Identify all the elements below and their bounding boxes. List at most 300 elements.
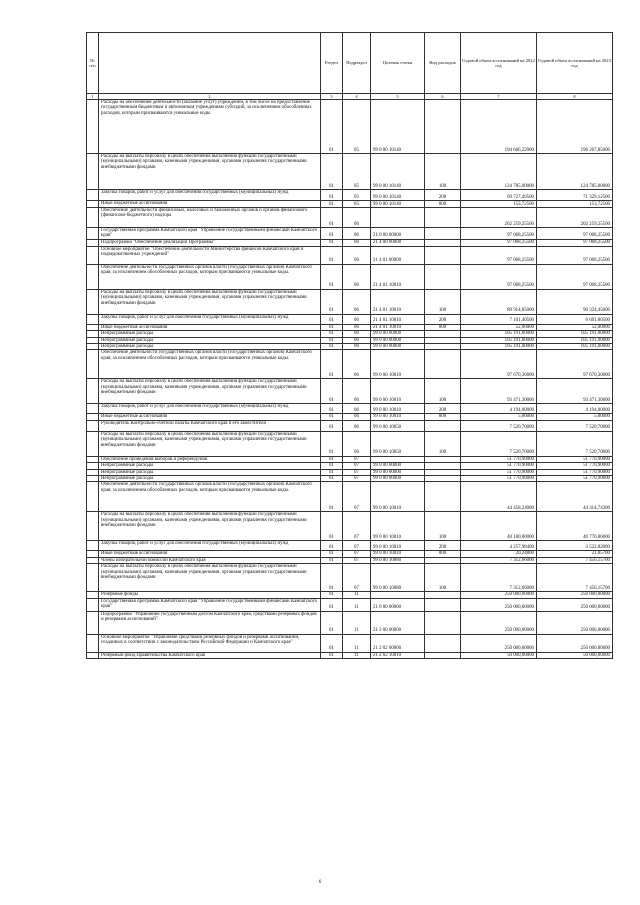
row-vr-cell bbox=[425, 264, 461, 289]
row-2023-cell: 250 000,00000 bbox=[537, 592, 613, 598]
row-podrazdel-cell: 05 bbox=[343, 100, 371, 154]
column-number: 1 bbox=[87, 94, 99, 100]
row-num-cell bbox=[87, 564, 99, 592]
row-razdel-cell: 01 bbox=[321, 201, 343, 208]
row-2023-cell: 105 191,00000 bbox=[537, 331, 613, 337]
row-num-cell bbox=[87, 246, 99, 264]
row-name-cell: Подпрограмма "Управление государственным долгом Камчатского края, средствами резервных фондов и резервами ассигнований" bbox=[99, 611, 321, 634]
row-2023-cell: 44 314,74300 bbox=[537, 482, 613, 512]
row-csr-cell: 99 0 00 10140 bbox=[371, 100, 425, 154]
header-num: № п/п bbox=[87, 33, 99, 94]
row-podrazdel-cell: 11 bbox=[343, 634, 371, 652]
row-podrazdel-cell: 07 bbox=[343, 482, 371, 512]
row-razdel-cell: 01 bbox=[321, 379, 343, 404]
row-num-cell bbox=[87, 431, 99, 456]
row-2023-cell: 105 191,00000 bbox=[537, 337, 613, 343]
row-2023-cell: 50 000,00000 bbox=[537, 652, 613, 658]
row-name-cell: Иные бюджетные ассигнования bbox=[99, 551, 321, 557]
row-podrazdel-cell: 07 bbox=[343, 551, 371, 557]
row-csr-cell: 21 4 01 00000 bbox=[371, 246, 425, 264]
row-podrazdel-cell: 06 bbox=[343, 264, 371, 289]
row-razdel-cell: 01 bbox=[321, 331, 343, 337]
row-podrazdel-cell: 06 bbox=[343, 246, 371, 264]
column-number: 8 bbox=[537, 94, 613, 100]
row-2023-cell: 21,05700 bbox=[537, 551, 613, 557]
row-podrazdel-cell: 06 bbox=[343, 404, 371, 414]
row-2022-cell: 51 770,90000 bbox=[461, 469, 537, 475]
row-vr-cell: 100 bbox=[425, 154, 461, 190]
row-vr-cell bbox=[425, 239, 461, 246]
row-podrazdel-cell: 07 bbox=[343, 463, 371, 469]
row-csr-cell: 21 0 00 00000 bbox=[371, 598, 425, 611]
row-num-cell bbox=[87, 404, 99, 414]
row-podrazdel-cell: 06 bbox=[343, 337, 371, 343]
row-2023-cell: 97 068,25500 bbox=[537, 246, 613, 264]
column-number: 6 bbox=[425, 94, 461, 100]
row-csr-cell: 21 4 01 10010 bbox=[371, 264, 425, 289]
header-row bbox=[87, 33, 613, 94]
row-csr-cell: 99 0 00 00000 bbox=[371, 463, 425, 469]
row-2023-cell: 51 770,90000 bbox=[537, 476, 613, 482]
row-name-cell: Иные бюджетные ассигнования bbox=[99, 201, 321, 208]
table-row bbox=[87, 289, 613, 314]
row-csr-cell: 99 0 00 10010 bbox=[371, 350, 425, 379]
row-podrazdel-cell: 07 bbox=[343, 557, 371, 563]
row-num-cell bbox=[87, 239, 99, 246]
row-vr-cell: 200 bbox=[425, 314, 461, 324]
row-2022-cell: 7 101,40500 bbox=[461, 314, 537, 324]
row-name-cell: Закупка товаров, работ и услуг для обеспечения государственных (муниципальных) нужд bbox=[99, 314, 321, 324]
row-razdel-cell: 01 bbox=[321, 154, 343, 190]
row-num-cell bbox=[87, 154, 99, 190]
row-name-cell: Основное мероприятие "Обеспечение деятельности Министерства финансов Камчатского края и подведомственных учреждений" bbox=[99, 246, 321, 264]
row-razdel-cell: 01 bbox=[321, 564, 343, 592]
row-razdel-cell: 01 bbox=[321, 469, 343, 475]
row-razdel-cell: 01 bbox=[321, 208, 343, 228]
row-2022-cell: 194 666,22000 bbox=[461, 100, 537, 154]
row-2023-cell: 51 770,90000 bbox=[537, 456, 613, 462]
row-2022-cell: 44 458,24000 bbox=[461, 482, 537, 512]
row-csr-cell: 99 0 00 00000 bbox=[371, 476, 425, 482]
row-name-cell: Обеспечение деятельности государственных органов власти (государственных органов) Камчатского края, за исключением обособленных расходов, которым присваиваются уникальные коды. bbox=[99, 264, 321, 289]
row-podrazdel-cell: 07 bbox=[343, 456, 371, 462]
row-podrazdel-cell: 06 bbox=[343, 239, 371, 246]
row-razdel-cell: 01 bbox=[321, 551, 343, 557]
row-name-cell: Закупка товаров, работ и услуг для обеспечения государственных (муниципальных) нужд bbox=[99, 404, 321, 414]
row-vr-cell: 100 bbox=[425, 289, 461, 314]
row-name-cell: Основное мероприятие "Управление средствами резервных фондов и резервами ассигнований, созданных в соответствии с законодательством Российской Федерации и Камчатского края" bbox=[99, 634, 321, 652]
row-name-cell: Обеспечение деятельности государственных органов власти (государственных органов) Камчатского края, за исключением обособленных расходов, которым присваиваются уникальные коды. bbox=[99, 350, 321, 379]
column-number: 7 bbox=[461, 94, 537, 100]
table-row bbox=[87, 264, 613, 289]
row-num-cell bbox=[87, 482, 99, 512]
row-vr-cell: 100 bbox=[425, 564, 461, 592]
row-csr-cell: 99 0 00 10080 bbox=[371, 557, 425, 563]
header-2022: Годовой объем ассигнований на 2022 год bbox=[461, 33, 537, 94]
table-row bbox=[87, 431, 613, 456]
row-num-cell bbox=[87, 652, 99, 658]
row-num-cell bbox=[87, 228, 99, 240]
row-name-cell: Государственная программа Камчатского края "Управление государственными финансами Камчатского края" bbox=[99, 598, 321, 611]
row-2022-cell: 51 770,90000 bbox=[461, 463, 537, 469]
row-2022-cell: 105 191,00000 bbox=[461, 344, 537, 350]
row-2023-cell: 202 259,25500 bbox=[537, 208, 613, 228]
row-2023-cell: 7 456,15700 bbox=[537, 557, 613, 563]
row-2023-cell: 97 068,25500 bbox=[537, 228, 613, 240]
row-vr-cell bbox=[425, 228, 461, 240]
row-razdel-cell: 01 bbox=[321, 456, 343, 462]
row-vr-cell: 200 bbox=[425, 404, 461, 414]
row-vr-cell bbox=[425, 611, 461, 634]
row-podrazdel-cell: 06 bbox=[343, 379, 371, 404]
row-razdel-cell: 01 bbox=[321, 324, 343, 330]
row-name-cell: Обеспечение проведения выборов и референдумов bbox=[99, 456, 321, 462]
row-podrazdel-cell: 05 bbox=[343, 154, 371, 190]
row-razdel-cell: 01 bbox=[321, 289, 343, 314]
row-name-cell: Государственная программа Камчатского края "Управление государственными финансами Камчатского края" bbox=[99, 228, 321, 240]
row-podrazdel-cell: 11 bbox=[343, 611, 371, 634]
row-razdel-cell: 01 bbox=[321, 420, 343, 431]
row-2023-cell: 40 770,86000 bbox=[537, 512, 613, 541]
header-2023: Годовой объем ассигнований на 2023 год bbox=[537, 33, 613, 94]
row-razdel-cell: 01 bbox=[321, 100, 343, 154]
row-2022-cell: 51 770,90000 bbox=[461, 476, 537, 482]
row-2022-cell: 105 191,00000 bbox=[461, 337, 537, 343]
row-2023-cell: 52,00000 bbox=[537, 324, 613, 330]
table-row bbox=[87, 314, 613, 324]
row-name-cell: Обеспечение деятельности финансовых, налоговых и таможенных органов и органов финансового (финансово-бюджетного) надзора bbox=[99, 208, 321, 228]
row-2023-cell: 7 520,70000 bbox=[537, 431, 613, 456]
row-vr-cell bbox=[425, 350, 461, 379]
row-name-cell: Резервный фонд Правительства Камчатского края bbox=[99, 652, 321, 658]
row-2022-cell: 20,24800 bbox=[461, 551, 537, 557]
row-podrazdel-cell: 05 bbox=[343, 201, 371, 208]
row-name-cell: Непрограммные расходы bbox=[99, 331, 321, 337]
row-name-cell: Закупка товаров, работ и услуг для обеспечения государственных (муниципальных) нужд bbox=[99, 190, 321, 201]
row-num-cell bbox=[87, 100, 99, 154]
column-number: 5 bbox=[371, 94, 425, 100]
row-2022-cell: 4 194,00000 bbox=[461, 404, 537, 414]
row-podrazdel-cell: 06 bbox=[343, 289, 371, 314]
row-name-cell: Расходы на обеспечение деятельности (оказание услуг) учреждений, в том числе на предоставление государственным бюджетным и автономным учреждениям субсидий, за исключением обособленных расходов, которым присваиваются уникальные коды bbox=[99, 100, 321, 154]
table-row bbox=[87, 190, 613, 201]
row-2022-cell: 40 180,00000 bbox=[461, 512, 537, 541]
row-vr-cell: 100 bbox=[425, 379, 461, 404]
row-razdel-cell: 01 bbox=[321, 404, 343, 414]
row-name-cell: Закупка товаров, работ и услуг для обеспечения государственных (муниципальных) нужд bbox=[99, 541, 321, 551]
row-name-cell: Руководитель Контрольно-счетной палаты Камчатского края и его заместители bbox=[99, 420, 321, 431]
row-2023-cell: 93 471,30000 bbox=[537, 379, 613, 404]
row-2022-cell: 97 670,30000 bbox=[461, 350, 537, 379]
row-razdel-cell: 01 bbox=[321, 541, 343, 551]
budget-table bbox=[86, 32, 613, 659]
table-row bbox=[87, 512, 613, 541]
row-razdel-cell: 01 bbox=[321, 512, 343, 541]
row-vr-cell: 800 bbox=[425, 414, 461, 420]
row-razdel-cell: 01 bbox=[321, 344, 343, 350]
row-2023-cell: 105 191,00000 bbox=[537, 344, 613, 350]
row-2022-cell: 52,00000 bbox=[461, 324, 537, 330]
row-podrazdel-cell: 07 bbox=[343, 564, 371, 592]
row-csr-cell bbox=[371, 208, 425, 228]
table-row bbox=[87, 379, 613, 404]
row-csr-cell: 99 0 00 00000 bbox=[371, 337, 425, 343]
row-2023-cell: 124 785,00000 bbox=[537, 154, 613, 190]
row-podrazdel-cell: 07 bbox=[343, 541, 371, 551]
row-2022-cell: 97 068,25500 bbox=[461, 246, 537, 264]
row-vr-cell: 100 bbox=[425, 431, 461, 456]
row-razdel-cell: 01 bbox=[321, 431, 343, 456]
row-2022-cell: 7 312,66000 bbox=[461, 557, 537, 563]
row-razdel-cell: 01 bbox=[321, 652, 343, 658]
row-razdel-cell: 01 bbox=[321, 598, 343, 611]
header-csr: Целевая статья bbox=[371, 33, 425, 94]
table-row bbox=[87, 201, 613, 208]
row-podrazdel-cell: 06 bbox=[343, 314, 371, 324]
header-vr: Вид расходов bbox=[425, 33, 461, 94]
row-podrazdel-cell: 06 bbox=[343, 208, 371, 228]
row-num-cell bbox=[87, 350, 99, 379]
row-2023-cell: 3 522,82000 bbox=[537, 541, 613, 551]
row-2022-cell: 5,00000 bbox=[461, 414, 537, 420]
table-row bbox=[87, 404, 613, 414]
row-podrazdel-cell: 05 bbox=[343, 190, 371, 201]
row-num-cell bbox=[87, 201, 99, 208]
row-razdel-cell: 01 bbox=[321, 592, 343, 598]
row-csr-cell: 99 0 00 10080 bbox=[371, 564, 425, 592]
row-num-cell bbox=[87, 512, 99, 541]
row-podrazdel-cell: 06 bbox=[343, 431, 371, 456]
row-name-cell: Непрограммные расходы bbox=[99, 337, 321, 343]
row-2023-cell: 97 670,30000 bbox=[537, 350, 613, 379]
row-razdel-cell: 01 bbox=[321, 350, 343, 379]
row-2023-cell: 7 456,15700 bbox=[537, 564, 613, 592]
table-row bbox=[87, 541, 613, 551]
page-number: 6 bbox=[318, 880, 322, 885]
row-vr-cell bbox=[425, 482, 461, 512]
row-name-cell: Резервные фонды bbox=[99, 592, 321, 598]
row-2022-cell: 153,72500 bbox=[461, 201, 537, 208]
table-row bbox=[87, 228, 613, 240]
row-2023-cell: 7 520,70000 bbox=[537, 420, 613, 431]
row-podrazdel-cell: 06 bbox=[343, 350, 371, 379]
row-2022-cell: 7 520,70000 bbox=[461, 431, 537, 456]
row-vr-cell: 200 bbox=[425, 190, 461, 201]
row-num-cell bbox=[87, 541, 99, 551]
row-vr-cell bbox=[425, 100, 461, 154]
row-razdel-cell: 01 bbox=[321, 557, 343, 563]
row-name-cell: Расходы на выплаты персоналу в целях обеспечения выполнения функций государственными (муниципальными) органами, казенными учреждениями, органами управления государственными внебюджетными фондами bbox=[99, 154, 321, 190]
row-vr-cell bbox=[425, 598, 461, 611]
column-number: 3 bbox=[321, 94, 343, 100]
table-row bbox=[87, 208, 613, 228]
row-2022-cell: 93 471,30000 bbox=[461, 379, 537, 404]
row-csr-cell: 21 0 00 00000 bbox=[371, 228, 425, 240]
row-csr-cell: 99 0 00 10050 bbox=[371, 431, 425, 456]
table-row bbox=[87, 611, 613, 634]
row-razdel-cell: 01 bbox=[321, 476, 343, 482]
row-2023-cell: 196 267,85000 bbox=[537, 100, 613, 154]
table-row bbox=[87, 100, 613, 154]
row-vr-cell: 200 bbox=[425, 541, 461, 551]
row-name-cell: Непрограммные расходы bbox=[99, 476, 321, 482]
row-podrazdel-cell: 07 bbox=[343, 469, 371, 475]
row-csr-cell: 99 0 00 10010 bbox=[371, 541, 425, 551]
table-row bbox=[87, 350, 613, 379]
row-2022-cell: 250 000,00000 bbox=[461, 598, 537, 611]
row-vr-cell bbox=[425, 208, 461, 228]
row-2023-cell: 97 068,25500 bbox=[537, 264, 613, 289]
row-podrazdel-cell: 06 bbox=[343, 331, 371, 337]
row-podrazdel-cell: 11 bbox=[343, 592, 371, 598]
row-2022-cell: 250 000,00000 bbox=[461, 592, 537, 598]
row-num-cell bbox=[87, 420, 99, 431]
row-num-cell bbox=[87, 611, 99, 634]
row-podrazdel-cell: 07 bbox=[343, 512, 371, 541]
row-2022-cell: 250 000,00000 bbox=[461, 634, 537, 652]
row-vr-cell: 800 bbox=[425, 551, 461, 557]
row-2023-cell: 153,72500 bbox=[537, 201, 613, 208]
row-2023-cell: 4 194,00000 bbox=[537, 404, 613, 414]
row-name-cell: Расходы на выплаты персоналу в целях обеспечения выполнения функций государственными (муниципальными) органами, казенными учреждениями, органами управления государственными внебюджетными фондами bbox=[99, 289, 321, 314]
row-num-cell bbox=[87, 190, 99, 201]
row-razdel-cell: 01 bbox=[321, 463, 343, 469]
row-num-cell bbox=[87, 208, 99, 228]
row-2022-cell: 89 914,85000 bbox=[461, 289, 537, 314]
row-vr-cell bbox=[425, 246, 461, 264]
row-2023-cell: 90 324,45000 bbox=[537, 289, 613, 314]
header-name bbox=[99, 33, 321, 94]
row-csr-cell: 99 0 00 10010 bbox=[371, 404, 425, 414]
row-num-cell bbox=[87, 289, 99, 314]
row-num-cell bbox=[87, 634, 99, 652]
row-2022-cell: 7 520,70000 bbox=[461, 420, 537, 431]
row-2022-cell: 202 259,25500 bbox=[461, 208, 537, 228]
row-name-cell: Расходы на выплаты персоналу в целях обеспечения выполнения функций государственными (муниципальными) органами, казенными учреждениями, органами управления государственными внебюджетными фондами bbox=[99, 512, 321, 541]
row-name-cell: Иные бюджетные ассигнования bbox=[99, 324, 321, 330]
row-csr-cell: 21 4 01 10010 bbox=[371, 289, 425, 314]
row-name-cell: Непрограммные расходы bbox=[99, 344, 321, 350]
row-csr-cell: 99 0 00 10010 bbox=[371, 482, 425, 512]
row-razdel-cell: 01 bbox=[321, 190, 343, 201]
row-2022-cell: 50 000,00000 bbox=[461, 652, 537, 658]
row-csr-cell: 99 0 00 10050 bbox=[371, 420, 425, 431]
row-csr-cell: 99 0 00 10010 bbox=[371, 512, 425, 541]
row-podrazdel-cell: 07 bbox=[343, 476, 371, 482]
row-vr-cell bbox=[425, 420, 461, 431]
row-csr-cell: 99 0 00 10140 bbox=[371, 190, 425, 201]
row-podrazdel-cell: 11 bbox=[343, 598, 371, 611]
row-2023-cell: 250 000,00000 bbox=[537, 634, 613, 652]
row-2022-cell: 97 068,25500 bbox=[461, 228, 537, 240]
row-razdel-cell: 01 bbox=[321, 264, 343, 289]
row-name-cell: Непрограммные расходы bbox=[99, 469, 321, 475]
row-razdel-cell: 01 bbox=[321, 337, 343, 343]
row-2022-cell: 105 191,00000 bbox=[461, 331, 537, 337]
row-podrazdel-cell: 06 bbox=[343, 228, 371, 240]
row-2022-cell: 7 312,66000 bbox=[461, 564, 537, 592]
row-csr-cell: 21 2 02 00000 bbox=[371, 634, 425, 652]
row-razdel-cell: 01 bbox=[321, 634, 343, 652]
row-razdel-cell: 01 bbox=[321, 239, 343, 246]
table-row bbox=[87, 564, 613, 592]
row-vr-cell: 100 bbox=[425, 512, 461, 541]
row-csr-cell: 99 0 00 10010 bbox=[371, 551, 425, 557]
row-csr-cell: 21 2 02 10010 bbox=[371, 652, 425, 658]
row-csr-cell: 99 0 00 00000 bbox=[371, 331, 425, 337]
row-csr-cell: 99 0 00 00000 bbox=[371, 344, 425, 350]
row-razdel-cell: 01 bbox=[321, 246, 343, 264]
row-2022-cell: 51 770,90000 bbox=[461, 456, 537, 462]
row-podrazdel-cell: 06 bbox=[343, 324, 371, 330]
table-row bbox=[87, 598, 613, 611]
row-2022-cell: 4 257,98400 bbox=[461, 541, 537, 551]
row-csr-cell: 21 4 01 10010 bbox=[371, 324, 425, 330]
table-row bbox=[87, 239, 613, 246]
row-num-cell bbox=[87, 314, 99, 324]
row-2022-cell: 97 068,25500 bbox=[461, 264, 537, 289]
row-razdel-cell: 01 bbox=[321, 482, 343, 512]
row-csr-cell: 99 0 00 10140 bbox=[371, 201, 425, 208]
row-csr-cell: 99 0 00 10010 bbox=[371, 414, 425, 420]
row-razdel-cell: 01 bbox=[321, 228, 343, 240]
row-name-cell: Иные бюджетные ассигнования bbox=[99, 414, 321, 420]
row-vr-cell bbox=[425, 652, 461, 658]
row-razdel-cell: 01 bbox=[321, 611, 343, 634]
row-name-cell: Непрограммные расходы bbox=[99, 463, 321, 469]
row-vr-cell: 800 bbox=[425, 324, 461, 330]
row-razdel-cell: 01 bbox=[321, 314, 343, 324]
row-podrazdel-cell: 06 bbox=[343, 344, 371, 350]
row-2023-cell: 5,00000 bbox=[537, 414, 613, 420]
row-razdel-cell: 01 bbox=[321, 414, 343, 420]
row-2022-cell: 97 068,25500 bbox=[461, 239, 537, 246]
row-csr-cell: 21 4 01 10010 bbox=[371, 314, 425, 324]
row-csr-cell: 99 0 00 00000 bbox=[371, 469, 425, 475]
table-row bbox=[87, 652, 613, 658]
row-name-cell: Обеспечение деятельности государственных органов власти (государственных органов) Камчатского края, за исключением обособленных расходов, которым присваиваются уникальные коды. bbox=[99, 482, 321, 512]
row-name-cell: Расходы на выплаты персоналу в целях обеспечения выполнения функций государственными (муниципальными) органами, казенными учреждениями, органами управления государственными внебюджетными фондами bbox=[99, 379, 321, 404]
row-csr-cell: 99 0 00 10140 bbox=[371, 154, 425, 190]
row-podrazdel-cell: 06 bbox=[343, 420, 371, 431]
header-razdel: Раздел bbox=[321, 33, 343, 94]
row-2023-cell: 250 000,00000 bbox=[537, 611, 613, 634]
row-num-cell bbox=[87, 264, 99, 289]
column-number: 2 bbox=[99, 94, 321, 100]
row-name-cell: Расходы на выплаты персоналу в целях обеспечения выполнения функций государственными (муниципальными) органами, казенными учреждениями, органами управления государственными внебюджетными фондами bbox=[99, 564, 321, 592]
row-2023-cell: 51 770,90000 bbox=[537, 463, 613, 469]
row-2022-cell: 69 727,49500 bbox=[461, 190, 537, 201]
row-num-cell bbox=[87, 379, 99, 404]
row-csr-cell: 21 2 00 00000 bbox=[371, 611, 425, 634]
table-row bbox=[87, 154, 613, 190]
row-2023-cell: 250 000,00000 bbox=[537, 598, 613, 611]
row-podrazdel-cell: 06 bbox=[343, 414, 371, 420]
row-name-cell: Расходы на выплаты персоналу в целях обеспечения выполнения функций государственными (муниципальными) органами, казенными учреждениями, органами управления государственными внебюджетными фондами bbox=[99, 431, 321, 456]
table-row bbox=[87, 482, 613, 512]
row-2023-cell: 6 691,80500 bbox=[537, 314, 613, 324]
row-csr-cell: 99 0 00 10010 bbox=[371, 379, 425, 404]
row-2023-cell: 97 068,25500 bbox=[537, 239, 613, 246]
row-csr-cell: 21 4 00 00000 bbox=[371, 239, 425, 246]
table-row bbox=[87, 634, 613, 652]
row-2023-cell: 51 770,90000 bbox=[537, 469, 613, 475]
row-name-cell: Члены избирательной комиссии Камчатского края bbox=[99, 557, 321, 563]
row-vr-cell: 800 bbox=[425, 201, 461, 208]
row-podrazdel-cell: 11 bbox=[343, 652, 371, 658]
table-row bbox=[87, 420, 613, 431]
row-num-cell bbox=[87, 598, 99, 611]
